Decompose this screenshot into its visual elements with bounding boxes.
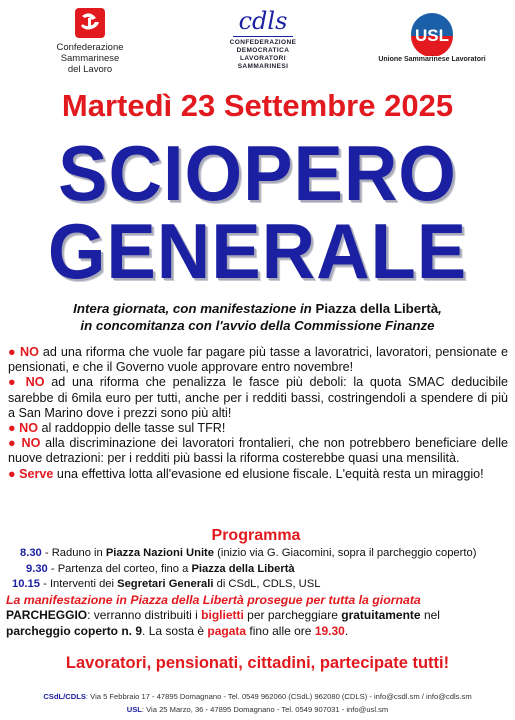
subtitle-line-1-text: Intera giornata, con manifestazione in bbox=[73, 301, 316, 316]
demand-item bbox=[8, 421, 508, 436]
cdls-divider bbox=[233, 36, 293, 37]
cdls-name-line-4: SAMMARINESI bbox=[237, 63, 289, 70]
cdls-name-line-2: DEMOCRATICA bbox=[236, 47, 290, 54]
program-row bbox=[6, 546, 506, 562]
demand-keyword: NO bbox=[20, 345, 39, 359]
csdl-name-line-2: Sammarinese bbox=[60, 53, 120, 64]
event-date: Martedì 23 Settembre 2025 bbox=[61, 88, 454, 123]
parking-paid: pagata bbox=[207, 623, 247, 638]
subtitle-line-2: in concomitanza con l'avvio della Commissione Finanze bbox=[80, 318, 435, 333]
program-text: - Partenza del corteo, fino a bbox=[47, 562, 192, 575]
cdls-logo bbox=[218, 6, 308, 71]
csdl-logo-mark bbox=[72, 6, 108, 42]
parking-text: fino alle ore bbox=[246, 623, 315, 638]
demands-list bbox=[8, 345, 508, 482]
demand-text: al raddoppio delle tasse sul TFR! bbox=[38, 421, 226, 436]
program-row bbox=[6, 562, 506, 578]
csdl-logo bbox=[40, 6, 140, 75]
cdls-name-line-3: LAVORATORI bbox=[240, 55, 286, 62]
bullet-icon: ● bbox=[8, 375, 19, 390]
demand-keyword: Serve bbox=[19, 466, 54, 481]
program-place: Piazza Nazioni Unite bbox=[105, 547, 215, 559]
csdl-name-line-1: Confederazione bbox=[56, 42, 124, 53]
demand-item bbox=[8, 375, 508, 421]
bullet-icon: ● bbox=[8, 436, 17, 451]
program-place: Piazza della Libertà bbox=[191, 562, 295, 575]
logo-bar bbox=[0, 0, 515, 86]
program-time: 8.30 bbox=[20, 547, 42, 559]
program-notice: La manifestazione in Piazza della Libertà prosegue per tutta la giornata bbox=[6, 592, 421, 607]
program-text: - Interventi dei bbox=[40, 578, 118, 590]
demand-keyword: NO bbox=[19, 421, 38, 436]
parking-tickets: biglietti bbox=[201, 608, 244, 622]
footer-org-2: USL bbox=[126, 705, 142, 714]
parking-location: parcheggio coperto n. 9 bbox=[6, 623, 143, 638]
demand-keyword: NO bbox=[21, 436, 41, 451]
demand-text: ad una riforma che penalizza le fasce più deboli: la quota SMAC deducibile sarebbe di 6mila euro per tutti, anche per i redditi bassi, costringendoli a spendere di più a San Marino dove i prezzi sono più alti! bbox=[8, 375, 509, 420]
parking-free: gratuitamente bbox=[341, 608, 421, 622]
demand-item bbox=[8, 436, 508, 466]
footer bbox=[0, 690, 515, 716]
parking-text: nel bbox=[420, 608, 440, 622]
demand-item bbox=[8, 467, 508, 482]
program-title: Programma bbox=[211, 527, 301, 544]
closing-call: Lavoratori, pensionati, cittadini, partecipate tutti! bbox=[65, 654, 450, 672]
program-row bbox=[6, 577, 506, 593]
csdl-name-line-3: del Lavoro bbox=[67, 64, 113, 75]
subtitle-comma: , bbox=[438, 301, 442, 316]
usl-name: Unione Sammarinese Lavoratori bbox=[378, 56, 486, 63]
demand-keyword: NO bbox=[25, 375, 45, 390]
cdls-logo-mark: cdls bbox=[238, 7, 288, 35]
footer-org-1: CSdL/CDLS bbox=[43, 692, 86, 701]
demand-item bbox=[8, 345, 508, 375]
headline-line-2: GENERALE bbox=[47, 207, 468, 295]
parking-time: 19.30 bbox=[314, 623, 345, 638]
demand-text: una effettiva lotta all'evasione ed elusione fiscale. L'equità resta un miraggio! bbox=[53, 466, 484, 481]
subtitle-place: Piazza della Libertà bbox=[315, 301, 439, 316]
cdls-name-line-1: CONFEDERAZIONE bbox=[229, 39, 297, 46]
demand-text: ad una riforma che vuole far pagare più tasse a lavoratrici, lavoratori, pensionate e pensionati, e che il Governo vuole approvare entro novembre! bbox=[8, 345, 508, 375]
program-note: di CSdL, CDLS, USL bbox=[213, 578, 321, 590]
footer-address-2: : Via 25 Marzo, 36 - 47895 Domagnano - Tel. 0549 907031 - info@usl.sm bbox=[141, 705, 389, 714]
bullet-icon: ● bbox=[8, 345, 17, 359]
program-time: 10.15 bbox=[12, 578, 40, 590]
footer-line-2 bbox=[0, 703, 515, 716]
usl-logo-text: USL bbox=[415, 26, 449, 45]
headline-line-1: SCIOPERO bbox=[58, 129, 457, 217]
parking-label: PARCHEGGIO bbox=[6, 608, 88, 622]
parking-text: . bbox=[344, 623, 349, 638]
program-section bbox=[6, 526, 506, 639]
footer-line-1 bbox=[0, 690, 515, 703]
program-note: (inizio via G. Giacomini, sopra il parcheggio coperto) bbox=[214, 547, 477, 559]
footer-address-1: : Via 5 Febbraio 17 - 47895 Domagnano - Tel. 0549 962060 (CSdL) 962080 (CDLS) - info@csdl.sm / info@cdls.sm bbox=[85, 692, 472, 701]
program-text: - Raduno in bbox=[41, 547, 106, 559]
parking-text: per parcheggiare bbox=[243, 608, 342, 622]
bullet-icon: ● bbox=[8, 421, 16, 436]
subtitle bbox=[0, 300, 515, 334]
program-speakers: Segretari Generali bbox=[117, 578, 214, 590]
parking-text: . La sosta è bbox=[142, 623, 208, 638]
subtitle-line-1 bbox=[0, 300, 515, 317]
usl-logo-mark bbox=[408, 12, 456, 56]
parking-text: : verranno distribuiti i bbox=[87, 608, 202, 622]
usl-logo bbox=[362, 12, 502, 63]
demand-text: alla discriminazione dei lavoratori frontalieri, che non potrebbero beneficiare delle nuove detrazioni: per i redditi più bassi la riforma costerebbe quasi una mensilità. bbox=[8, 436, 509, 466]
parking-info bbox=[6, 608, 506, 639]
program-time: 9.30 bbox=[26, 562, 48, 575]
bullet-icon: ● bbox=[8, 466, 16, 481]
